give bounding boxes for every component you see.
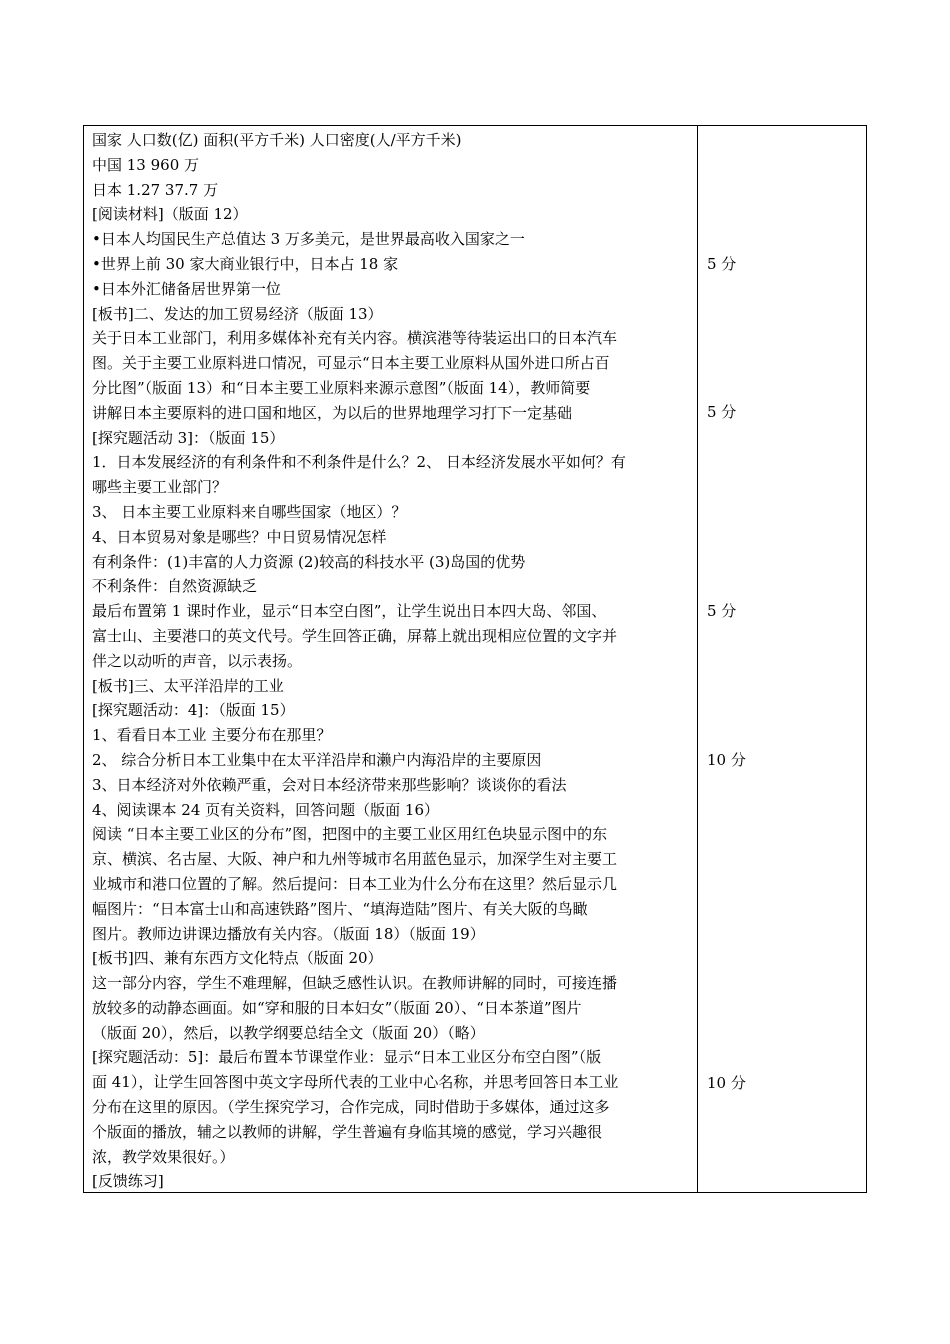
- text-line: [板书]四、兼有东西方文化特点（版面 20）: [92, 949, 383, 968]
- text-line: 富士山、主要港口的英文代号。学生回答正确，屏幕上就出现相应位置的文字并: [92, 626, 618, 645]
- text-line: 图片。教师边讲课边播放有关内容。（版面 18）（版面 19）: [92, 924, 485, 943]
- text-line: 3、日本经济对外依赖严重，会对日本经济带来那些影响？谈谈你的看法: [92, 775, 567, 794]
- text-line: [板书]二、发达的加工贸易经济（版面 13）: [92, 304, 383, 323]
- text-line: 面 41），让学生回答图中英文字母所代表的工业中心名称，并思考回答日本工业: [92, 1073, 619, 1092]
- text-line: 不利条件：自然资源缺乏: [92, 577, 258, 596]
- text-line: [探究题活动：4]：（版面 15）: [92, 701, 295, 720]
- text-line: •日本人均国民生产总值达 3 万多美元，是世界最高收入国家之一: [92, 230, 525, 249]
- text-line: 关于日本工业部门，利用多媒体补充有关内容。横滨港等待装运出口的日本汽车: [92, 329, 618, 348]
- text-line: [反馈练习]: [92, 1172, 164, 1191]
- text-line: 日本 1.27 37.7 万: [92, 180, 219, 199]
- text-line: 3、 日本主要工业原料来自哪些国家（地区）？: [92, 502, 407, 521]
- text-line: 阅读 “日本主要工业区的分布”图，把图中的主要工业区用红色块显示图中的东: [92, 825, 608, 844]
- text-line: 4、阅读课本 24 页有关资料，回答问题（版面 16）: [92, 800, 440, 819]
- text-line: [探究题活动：5]：最后布置本节课堂作业：显示“日本工业区分布空白图”（版: [92, 1048, 602, 1067]
- text-line: 幅图片：“日本富士山和高速铁路”图片、“填海造陆”图片、有关大阪的鸟瞰: [92, 899, 588, 918]
- text-line: 放较多的动静态画面。如“穿和服的日本妇女”（版面 20）、“日本茶道”图片: [92, 998, 582, 1017]
- time-allocation: 5 分: [707, 255, 737, 273]
- text-line: 伴之以动听的声音，以示表扬。: [92, 651, 303, 670]
- text-line: 最后布置第 1 课时作业，显示“日本空白图”，让学生说出日本四大岛、邻国、: [92, 602, 607, 621]
- time-allocation: 10 分: [707, 751, 746, 769]
- text-line: 浓，教学效果很好。）: [92, 1147, 235, 1166]
- text-line: 讲解日本主要原料的进口国和地区，为以后的世界地理学习打下一定基础: [92, 403, 573, 422]
- time-allocation: 10 分: [707, 1074, 746, 1092]
- text-line: 图。关于主要工业原料进口情况，可显示“日本主要工业原料从国外进口所占百: [92, 354, 610, 373]
- time-allocation: 5 分: [707, 403, 737, 421]
- text-line: •日本外汇储备居世界第一位: [92, 279, 281, 298]
- time-allocation: 5 分: [707, 602, 737, 620]
- text-line: 分布在这里的原因。（学生探究学习，合作完成，同时借助于多媒体，通过这多: [92, 1098, 610, 1117]
- text-line: [阅读材料]（版面 12）: [92, 205, 248, 224]
- text-line: 有利条件：(1)丰富的人力资源 (2)较高的科技水平 (3)岛国的优势: [92, 552, 526, 571]
- text-line: 2、 综合分析日本工业集中在太平洋沿岸和濑户内海沿岸的主要原因: [92, 750, 542, 769]
- text-line: 国家 人口数(亿) 面积(平方千米) 人口密度(人/平方千米): [92, 131, 462, 149]
- text-line: •世界上前 30 家大商业银行中，日本占 18 家: [92, 254, 399, 273]
- text-line: [探究题活动 3]：（版面 15）: [92, 428, 285, 447]
- lesson-table: [83, 125, 867, 1193]
- text-line: [板书]三、太平洋沿岸的工业: [92, 676, 284, 695]
- text-line: 1．日本发展经济的有利条件和不利条件是什么？2、 日本经济发展水平如何？有: [92, 453, 626, 472]
- text-line: 4、日本贸易对象是哪些？中日贸易情况怎样: [92, 527, 387, 546]
- text-line: 中国 13 960 万: [92, 155, 200, 174]
- text-line: 1、看看日本工业 主要分布在那里？: [92, 726, 332, 745]
- text-line: 这一部分内容，学生不难理解，但缺乏感性认识。在教师讲解的同时，可接连播: [92, 974, 618, 993]
- column-divider: [697, 126, 698, 1192]
- text-line: 分比图”（版面 13）和“日本主要工业原料来源示意图”（版面 14），教师简要: [92, 378, 591, 397]
- lesson-content: [92, 128, 692, 1194]
- text-line: 哪些主要工业部门？: [92, 478, 228, 497]
- text-line: （版面 20），然后，以教学纲要总结全文（版面 20）（略）: [92, 1023, 485, 1042]
- text-line: 业城市和港口位置的了解。然后提问：日本工业为什么分布在这里？然后显示几: [92, 874, 618, 893]
- text-line: 京、横滨、名古屋、大阪、神户和九州等城市名用蓝色显示，加深学生对主要工: [92, 850, 618, 869]
- text-line: 个版面的播放，辅之以教师的讲解，学生普遍有身临其境的感觉，学习兴趣很: [92, 1122, 603, 1141]
